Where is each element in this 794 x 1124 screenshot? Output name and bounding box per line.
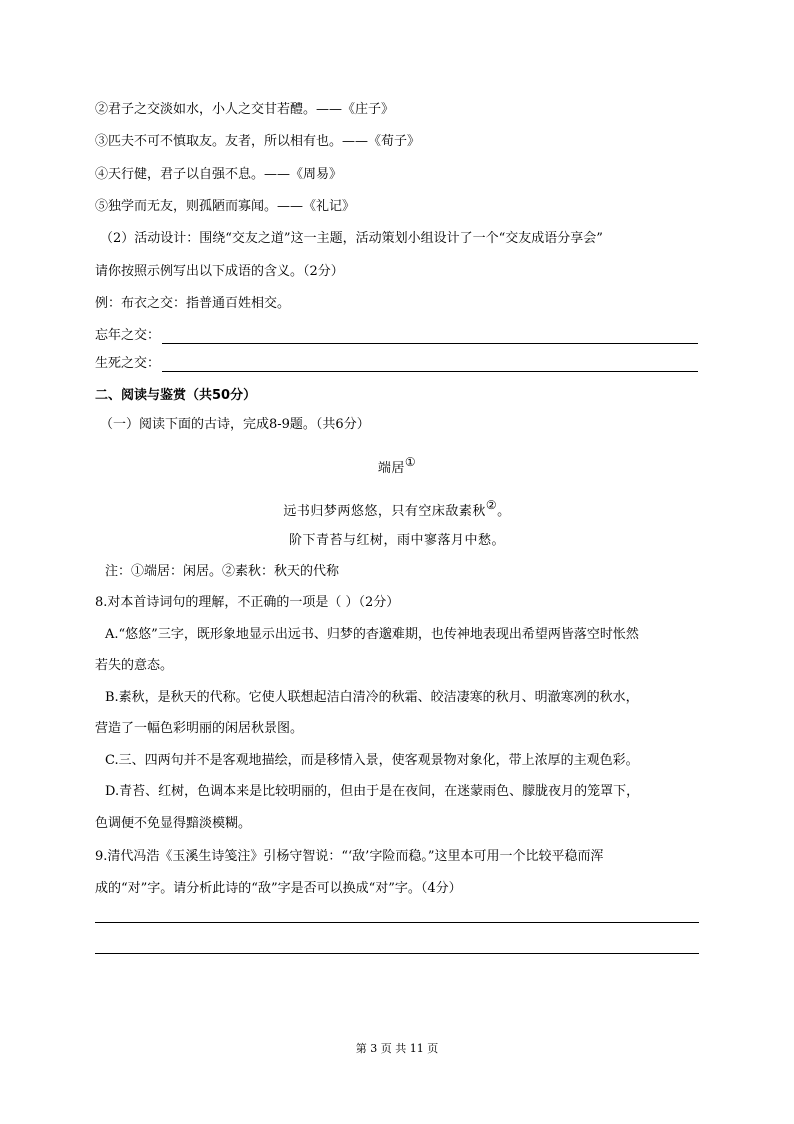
page-footer: 第 3 页 共 11 页 xyxy=(355,1042,439,1055)
poem-line-1-text: 远书归梦两悠悠，只有空床敌素秋 xyxy=(283,504,486,519)
poem-title-text: 端居 xyxy=(377,461,405,476)
quote-2: ②君子之交淡如水，小人之交甘若醴。——《庄子》 xyxy=(95,102,395,117)
quote-4: ④天行健，君子以自强不息。——《周易》 xyxy=(95,167,343,182)
quote-5: ⑤独学而无友，则孤陋而寡闻。——《礼记》 xyxy=(95,199,356,214)
q8-option-a-2: 若失的意态。 xyxy=(95,658,174,673)
activity-example: 例：布衣之交：指普通百姓相交。 xyxy=(95,296,291,311)
poem-line-1 xyxy=(0,496,794,521)
poem-line-1-end: 。 xyxy=(497,504,511,519)
activity-line-1: （2）活动设计：围绕“交友之道”这一主题，活动策划小组设计了一个“交友成语分享会” xyxy=(100,231,603,246)
poem-note: 注：①端居：闲居。②素秋：秋天的代称 xyxy=(105,564,340,579)
q8-option-d-1: D.青苔、红树，色调本来是比较明丽的，但由于是在夜间，在迷蒙雨色、朦胧夜月的笼罩下， xyxy=(105,784,640,799)
q9-line-1: 9.清代冯浩《玉溪生诗笺注》引杨守智说：“‘敌’字险而稳。”这里本可用一个比较平稳而浑 xyxy=(95,849,604,864)
poem-title xyxy=(0,453,794,478)
blank-1-label: 忘年之交： xyxy=(95,328,161,343)
blank-2-label: 生死之交： xyxy=(95,356,161,371)
section-sub: （一）阅读下面的古诗，完成8-9题。（共6分） xyxy=(100,417,370,432)
q9-answer-line-1[interactable] xyxy=(95,922,699,923)
q8-option-d-2: 色调便不免显得黯淡模糊。 xyxy=(95,816,252,831)
answer-line-1[interactable] xyxy=(162,343,698,344)
activity-line-2: 请你按照示例写出以下成语的含义。（2分） xyxy=(95,264,344,279)
poem-line-1-mark: ② xyxy=(485,498,498,512)
poem-title-mark: ① xyxy=(404,455,417,469)
q8-stem: 8.对本首诗词句的理解，不正确的一项是（ ）（2分） xyxy=(95,595,400,610)
answer-line-2[interactable] xyxy=(162,371,698,372)
quote-3: ③匹夫不可不慎取友。友者，所以相有也。——《荀子》 xyxy=(95,134,421,149)
q8-option-a-1: A.“悠悠”三字，既形象地显示出远书、归梦的杳邈难期，也传神地表现出希望两皆落空时怅然 xyxy=(105,627,639,642)
q9-line-2: 成的“对”字。请分析此诗的“敌”字是否可以换成“对”字。（4分） xyxy=(95,881,462,896)
q8-option-b-2: 营造了一幅色彩明丽的闲居秋景图。 xyxy=(95,721,304,736)
poem-line-2: 阶下青苔与红树，雨中寥落月中愁。 xyxy=(288,533,505,548)
q8-option-b-1: B.素秋，是秋天的代称。它使人联想起洁白清冷的秋霜、皎洁凄寒的秋月、明澈寒冽的秋水， xyxy=(105,690,639,705)
section-heading: 二、阅读与鉴赏（共50分） xyxy=(95,388,257,403)
q9-answer-line-2[interactable] xyxy=(95,953,699,954)
q8-option-c: C.三、四两句并不是客观地描绘，而是移情入景，使客观景物对象化，带上浓厚的主观色彩。 xyxy=(105,753,639,768)
